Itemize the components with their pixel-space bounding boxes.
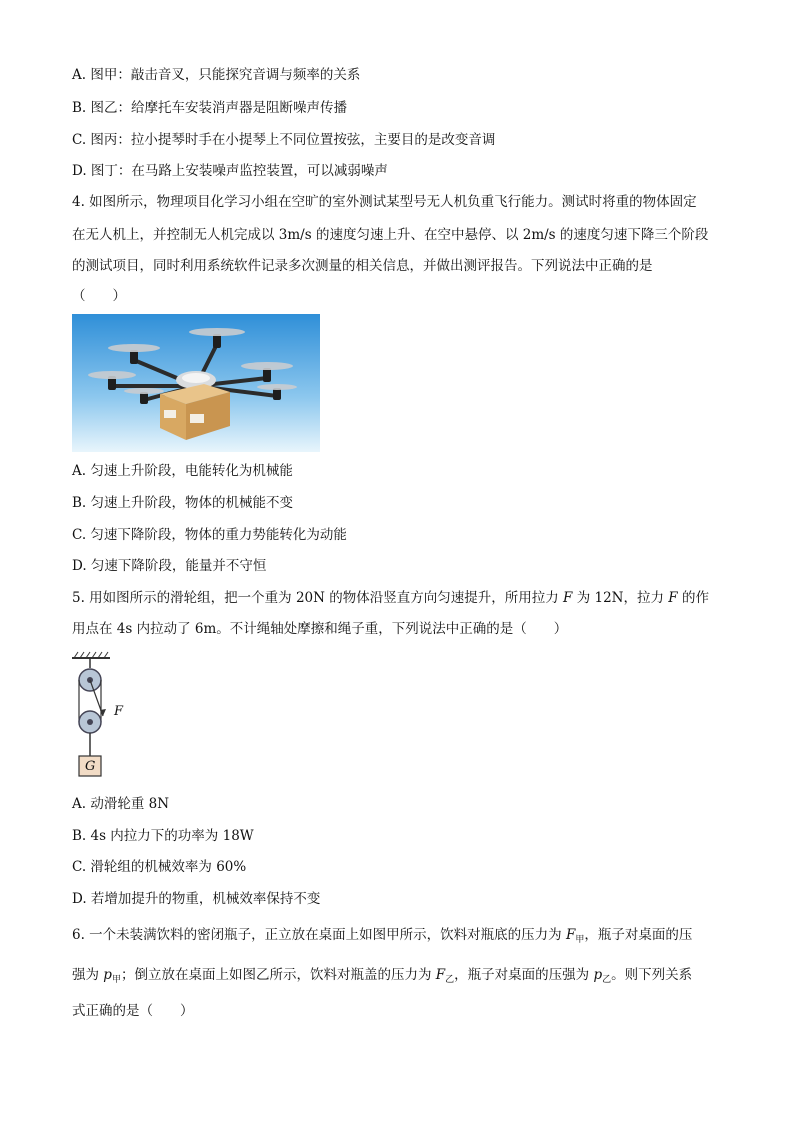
q5-stem-line1: 5. 用如图所示的滑轮组，把一个重为 20N 的物体沿竖直方向匀速提升，所用拉力 F 为 12N，拉力 F 的作 [72,590,709,606]
q3-option-b: B. 图乙：给摩托车安装消声器是阻断噪声传播 [72,100,348,116]
q5-option-d: D. 若增加提升的物重，机械效率保持不变 [72,891,321,907]
q4-answer-paren: （ ） [72,288,126,304]
drone-figure [72,314,320,452]
q4-stem-line1: 4. 如图所示，物理项目化学习小组在空旷的室外测试某型号无人机负重飞行能力。测试时将重的物体固定 [72,194,697,210]
q4-option-c: C. 匀速下降阶段，物体的重力势能转化为动能 [72,527,347,543]
q6-stem-line3: 式正确的是（ ） [72,1003,194,1019]
q5-stem-line2: 用点在 4s 内拉动了 6m。不计绳轴处摩擦和绳子重，下列说法中正确的是（ ） [72,621,568,637]
q5-option-c: C. 滑轮组的机械效率为 60% [72,859,247,875]
q5-option-a: A. 动滑轮重 8N [72,796,170,812]
q4-option-b: B. 匀速上升阶段，物体的机械能不变 [72,495,294,511]
q6-stem-line1: 6. 一个未装满饮料的密闭瓶子，正立放在桌面上如图甲所示，饮料对瓶底的压力为 $F_甲$，瓶子对桌面的压 [72,927,693,945]
pulley-figure [70,650,140,778]
q4-option-d: D. 匀速下降阶段，能量并不守恒 [72,558,267,574]
q3-option-d: D. 图丁：在马路上安装噪声监控装置，可以减弱噪声 [72,163,388,179]
q4-stem-line3: 的测试项目，同时利用系统软件记录多次测量的相关信息，并做出测评报告。下列说法中正确的是 [72,258,653,274]
q6-stem-line2: 强为 $p_甲$；倒立放在桌面上如图乙所示，饮料对瓶盖的压力为 $F_乙$，瓶子对桌面的压强为 $p_乙$。则下列关系 [72,967,693,985]
q5-option-b: B. 4s 内拉力下的功率为 18W [72,828,254,844]
q3-option-c: C. 图丙：拉小提琴时手在小提琴上不同位置按弦，主要目的是改变音调 [72,132,496,148]
q4-option-a: A. 匀速上升阶段，电能转化为机械能 [72,463,293,479]
q3-option-a: A. 图甲：敲击音叉，只能探究音调与频率的关系 [72,67,361,83]
weight-label-g: G [85,759,96,774]
force-label-f: F [114,704,124,719]
q4-stem-line2: 在无人机上，并控制无人机完成以 3m/s 的速度匀速上升、在空中悬停、以 2m/s 的速度匀速下降三个阶段 [72,227,709,243]
